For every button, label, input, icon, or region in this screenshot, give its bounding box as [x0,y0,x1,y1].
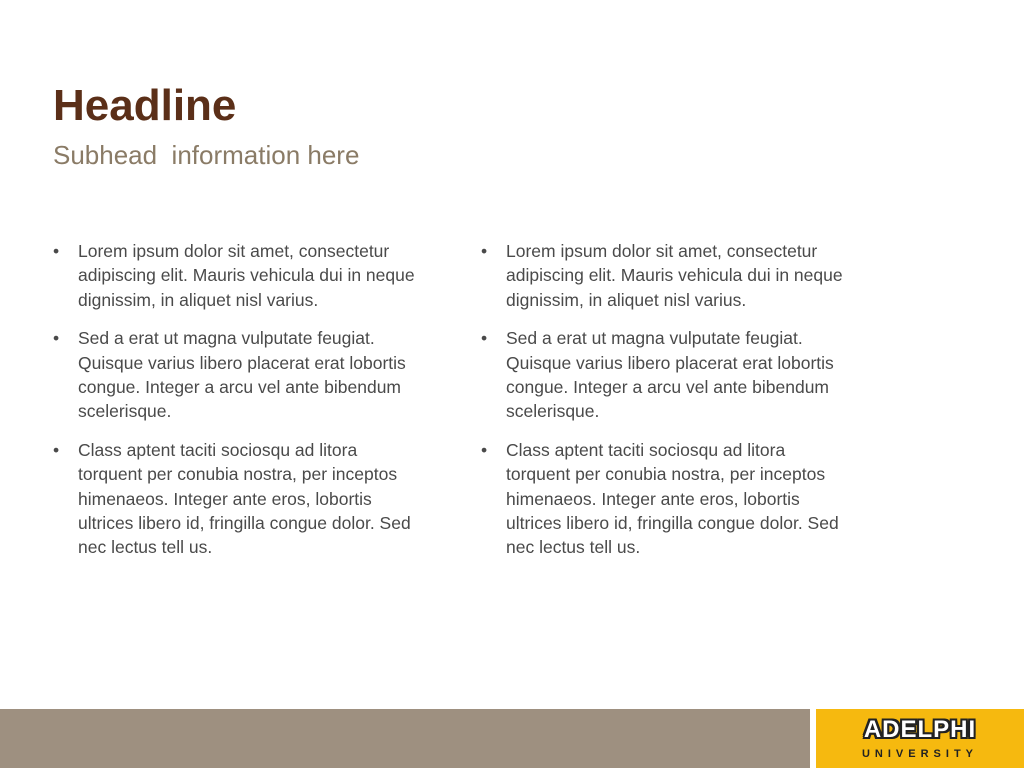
bullet-icon: • [481,328,488,349]
bullet-icon: • [481,241,488,261]
bullet-text: Sed a erat ut magna vulputate feugiat. Quisque varius libero placerat erat lobortis congue. Integer a arcu vel ante bibendum scelerisque. [506,328,834,422]
bullet-icon: • [53,439,60,460]
university-logo [816,709,1024,768]
logo-wordmark: ADELPHI [863,716,977,743]
bullet-text: Class aptent taciti sociosqu ad litora torquent per conubia nostra, per inceptos himenaeos. Integer ante eros, lobortis ultrices libero id, fringilla congue dolor. Sed nec lectus tell us. [506,439,839,558]
bullet-item [53,326,423,424]
bullet-icon: • [53,241,60,261]
bullet-text: Sed a erat ut magna vulputate feugiat. Quisque varius libero placerat erat lobortis congue. Integer a arcu vel ante bibendum scelerisque. [78,328,406,422]
bullet-item [53,438,423,560]
footer-bar [0,709,810,768]
headline: Headline [53,81,237,130]
bullet-item [53,239,423,312]
bullet-column-right [481,239,851,574]
bullet-item [481,326,851,424]
bullet-item [481,438,851,560]
bullet-icon: • [481,439,488,460]
subhead: Subhead information here [53,140,360,170]
logo-subtitle: UNIVERSITY [861,748,978,760]
bullet-icon: • [53,328,60,349]
bullet-text: Lorem ipsum dolor sit amet, consectetur adipiscing elit. Mauris vehicula dui in neque dignissim, in aliquet nisl varius. [78,241,415,310]
bullet-text: Lorem ipsum dolor sit amet, consectetur adipiscing elit. Mauris vehicula dui in neque dignissim, in aliquet nisl varius. [506,241,843,310]
bullet-column-left [53,239,423,574]
bullet-item [481,239,851,312]
bullet-text: Class aptent taciti sociosqu ad litora torquent per conubia nostra, per inceptos himenaeos. Integer ante eros, lobortis ultrices libero id, fringilla congue dolor. Sed nec lectus tell us. [78,439,411,558]
